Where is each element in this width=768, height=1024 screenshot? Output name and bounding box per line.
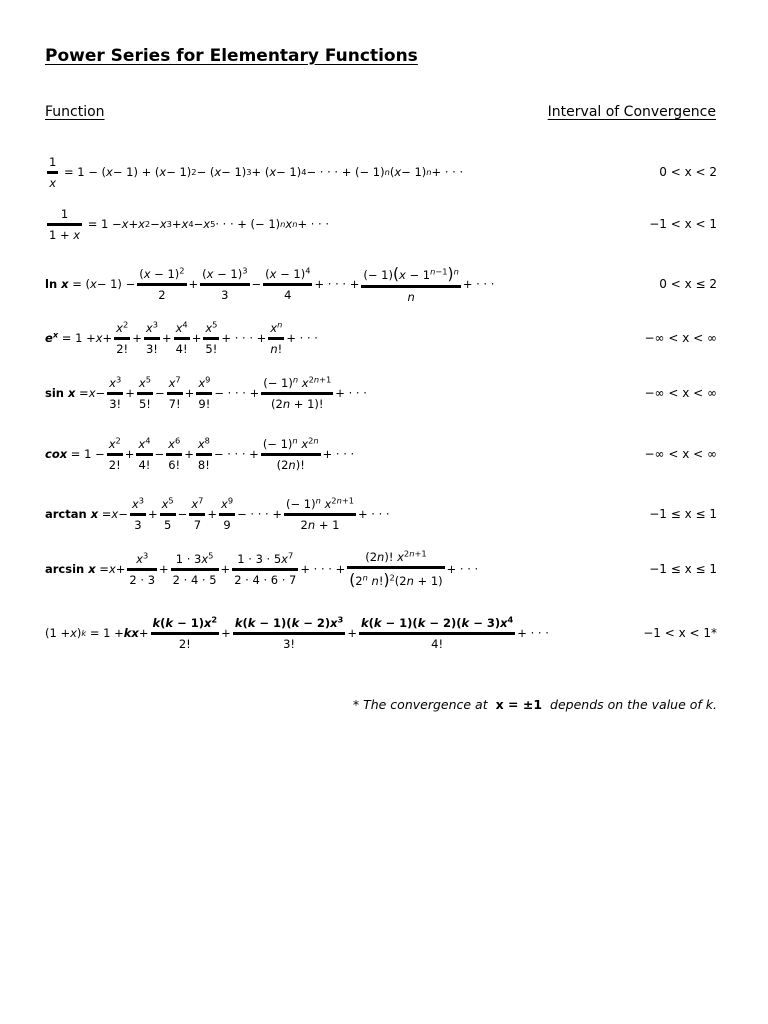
series-formula: $e^x$ = 1 + x + $\frac{x^2}{2!}$ + $\frac{x^3}{3!}$ + $\frac{x^4}{4!}$ + $\frac{x^5}{5!}$ + · · · + $\frac{x^n}{n!}$ + · · · bbox=[45, 318, 318, 356]
convergence-interval: −∞ < x < ∞ bbox=[644, 447, 717, 461]
series-formula: $\frac{1}{x}$ = 1 − ( x − 1) + ( x − 1) 2 − ( x − 1) 3 + ( x − 1) 4 − · · · + (− 1) n ( x − 1) n + · · · bbox=[49, 154, 464, 190]
convergence-interval: 0 < x ≤ 2 bbox=[659, 277, 717, 291]
convergence-interval: −∞ < x < ∞ bbox=[644, 386, 717, 400]
series-row-one-over-x bbox=[45, 148, 717, 196]
footnote bbox=[353, 697, 717, 712]
series-row-arctan-x bbox=[45, 490, 717, 538]
footnote-condition: x = ±1 bbox=[495, 697, 543, 712]
convergence-interval: −1 ≤ x ≤ 1 bbox=[649, 507, 717, 521]
series-row-one-over-one-plus-x bbox=[45, 200, 717, 248]
series-row-arcsin-x bbox=[45, 545, 717, 593]
convergence-interval: −∞ < x < ∞ bbox=[644, 331, 717, 345]
column-header-interval: Interval of Convergence bbox=[547, 104, 716, 120]
page-title: Power Series for Elementary Functions bbox=[45, 46, 418, 66]
convergence-interval: −1 < x < 1* bbox=[643, 626, 717, 640]
column-header-function: Function bbox=[45, 104, 105, 120]
series-row-cos-x bbox=[45, 430, 717, 478]
series-row-sin-x bbox=[45, 369, 717, 417]
convergence-interval: −1 < x < 1 bbox=[649, 217, 717, 231]
series-formula: ln x = ( x − 1) − $\frac{(x - 1)^2}{2}$ + $\frac{(x - 1)^3}{3}$ − $\frac{(x - 1)^4}{4}$ + · · · + $\frac{(- 1)(x - 1^{n-1})^n}{n}$ + · · · bbox=[45, 264, 495, 304]
series-formula: arcsin x = x + $\frac{x^3}{2 \cdot 3}$ + $\frac{1 \cdot 3x^5}{2 \cdot 4 \cdot 5}$ + $\frac{1 \cdot 3 \cdot 5x^7}{2 \cdot 4 \cdot 6 \cdot 7}$ + · · · + $\frac{(2n)! x^{2n+1}}{(2^n n!)^2(2n + 1)}$ + · · · bbox=[45, 547, 479, 589]
series-row-binomial bbox=[45, 609, 717, 657]
series-row-exp-x bbox=[45, 314, 717, 362]
convergence-interval: 0 < x < 2 bbox=[659, 165, 717, 179]
series-formula: sin x = x − $\frac{x^3}{3!}$ + $\frac{x^5}{5!}$ − $\frac{x^7}{7!}$ + $\frac{x^9}{9!}$ − · · · + $\frac{(- 1)^n x^{2n+1}}{(2n + 1)!}$ + · · · bbox=[45, 373, 367, 411]
series-formula: arctan x = x − $\frac{x^3}{3}$ + $\frac{x^5}{5}$ − $\frac{x^7}{7}$ + $\frac{x^9}{9}$ − · · · + $\frac{(- 1)^n x^{2n+1}}{2n + 1}$ + · · · bbox=[45, 494, 390, 532]
series-formula: cox = 1 − $\frac{x^2}{2!}$ + $\frac{x^4}{4!}$ − $\frac{x^6}{6!}$ + $\frac{x^8}{8!}$ − · · · + $\frac{(- 1)^n x^{2n}}{(2n)!}$ + · · · bbox=[45, 434, 355, 472]
footnote-suffix: depends on the value of k. bbox=[550, 697, 717, 712]
convergence-interval: −1 ≤ x ≤ 1 bbox=[649, 562, 717, 576]
series-row-ln-x bbox=[45, 260, 717, 308]
footnote-prefix: * The convergence at bbox=[352, 697, 488, 712]
series-formula: (1 + x ) k = 1 + kx + $\frac{k(k - 1)x^2}{2!}$ + $\frac{k(k - 1)(k - 2)x^3}{3!}$ + $\frac{k(k - 1)(k - 2)(k - 3)x^4}{4!}$ + · · · bbox=[45, 613, 549, 651]
series-formula: $\frac{1}{1 + x}$ = 1 − x + x 2 − x 3 + x 4 − x 5 · · · + (− 1) n x n + · · · bbox=[49, 206, 330, 242]
